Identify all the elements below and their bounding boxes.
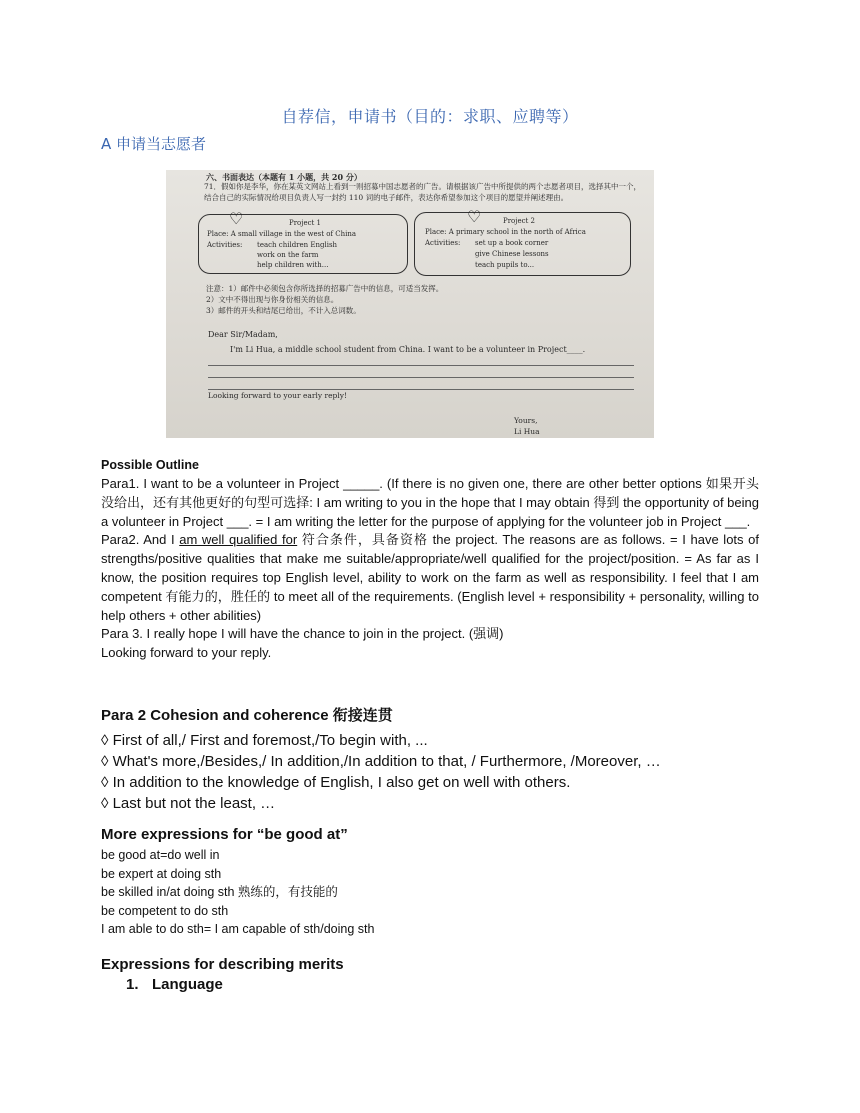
project-1-box: [198, 209, 408, 274]
project-1-title: Project 1: [289, 219, 321, 227]
heart-icon: ♡: [229, 209, 244, 228]
letter-closing: Looking forward to your early reply!: [208, 391, 347, 400]
letter-signature: Li Hua: [514, 427, 540, 436]
good-at-heading: More expressions for “be good at”: [101, 826, 348, 843]
project-1-activity: help children with...: [257, 261, 329, 269]
cohesion-heading: Para 2 Cohesion and coherence 衔接连贯: [101, 707, 393, 724]
project-2-place: Place: A primary school in the north of Africa: [425, 228, 586, 236]
project-2-title: Project 2: [503, 217, 535, 225]
good-at-item: I am able to do sth= I am capable of sth/doing sth: [101, 922, 375, 937]
project-2-box: [414, 207, 631, 276]
outline-para1: Para1. I want to be a volunteer in Project _____. (If there is no given one, there are other better options 如果开头没给出，还有其他更好的句型可选择: I am writing to you in the hope that I may obtain 得到 the opportunity of being a volunteer in Project ___. = I am writing the letter for the purpose of applying for the volunteer job in Project ___.: [101, 476, 759, 529]
outline-heading: Possible Outline: [101, 458, 199, 472]
para2-intro: Para2. And I: [101, 532, 180, 548]
answer-line: [208, 377, 634, 378]
good-at-item: be competent to do sth: [101, 903, 229, 918]
cohesion-item: ◊ What's more,/Besides,/ In addition,/In addition to that, / Furthermore, /Moreover, …: [101, 753, 661, 770]
letter-salutation: Dear Sir/Madam,: [208, 330, 278, 339]
para2-underlined-phrase: am well qualified for: [179, 532, 298, 548]
cohesion-item: ◊ In addition to the knowledge of English, I also get on well with others.: [101, 774, 571, 791]
outline-closing: Looking forward to your reply.: [101, 645, 272, 661]
letter-opening: I'm Li Hua, a middle school student from China. I want to be a volunteer in Project____.: [230, 345, 586, 354]
outline-para3: Para 3. I really hope I will have the chance to join in the project. (强调): [101, 626, 504, 642]
answer-line: [208, 365, 634, 366]
good-at-item: be good at=do well in: [101, 848, 220, 862]
good-at-item: be skilled in/at doing sth 熟练的，有技能的: [101, 885, 338, 900]
list-number: 1.: [126, 976, 139, 993]
project-1-activity: work on the farm: [257, 251, 319, 259]
cohesion-item: ◊ Last but not the least, …: [101, 795, 276, 812]
list-label: Language: [152, 976, 223, 993]
project-1-activities-label: Activities:: [207, 241, 243, 249]
project-2-activities-label: Activities:: [425, 239, 461, 247]
project-1-place: Place: A small village in the west of China: [207, 230, 357, 238]
section-subtitle: A 申请当志愿者: [101, 135, 207, 153]
outline-para2: [101, 531, 759, 625]
exam-header: 六、书面表达（本题有 1 小题，共 20 分）: [206, 172, 362, 182]
exam-notes: 注意：1）邮件中必须包含你所选择的招募广告中的信息，可适当发挥。 2）文中不得出现与你身份相关的信息。 3）邮件的开头和结尾已给出，不计入总词数。: [206, 284, 444, 315]
letter-yours: Yours,: [514, 416, 538, 425]
good-at-item: be expert at doing sth: [101, 866, 222, 881]
project-1-activity: teach children English: [257, 241, 338, 249]
cohesion-item: ◊ First of all,/ First and foremost,/To begin with, ...: [101, 732, 428, 749]
exam-question-photo: [166, 170, 654, 438]
exam-instructions: 71．假如你是李华，你在某英文网站上看到一则招募中国志愿者的广告。请根据该广告中所提供的两个志愿者项目，选择其中一个，结合自己的实际情况给项目负责人写一封约 110 词的电子邮件，表达你希望参加这个项目的愿望并阐述理由。: [204, 182, 642, 202]
heart-icon: ♡: [467, 207, 482, 226]
merits-heading: Expressions for describing merits: [101, 956, 344, 973]
answer-line: [208, 389, 634, 390]
page-title: 自荐信，申请书（目的：求职、应聘等）: [281, 107, 579, 126]
cohesion-list: [101, 730, 759, 814]
good-at-list: [101, 846, 759, 939]
project-2-activity: set up a book corner: [475, 239, 549, 247]
project-2-activity: give Chinese lessons: [475, 250, 549, 258]
project-2-activity: teach pupils to...: [475, 261, 535, 269]
outline-body: [101, 475, 759, 663]
para2-body: 符合条件，具备资格 the project. The reasons are as follows. = I have lots of strengths/positive qualities that make me suitable/appropriate/well qualified for the project/position. = As far as I know, the position requires top English level, ability to work on the farm as well as responsibility. I feel that I am competent 有能力的，胜任的 to meet all of the requirements. (English level + responsibility + personality, willing to help others + other abilities): [101, 532, 760, 623]
merits-list-item: [126, 976, 223, 993]
